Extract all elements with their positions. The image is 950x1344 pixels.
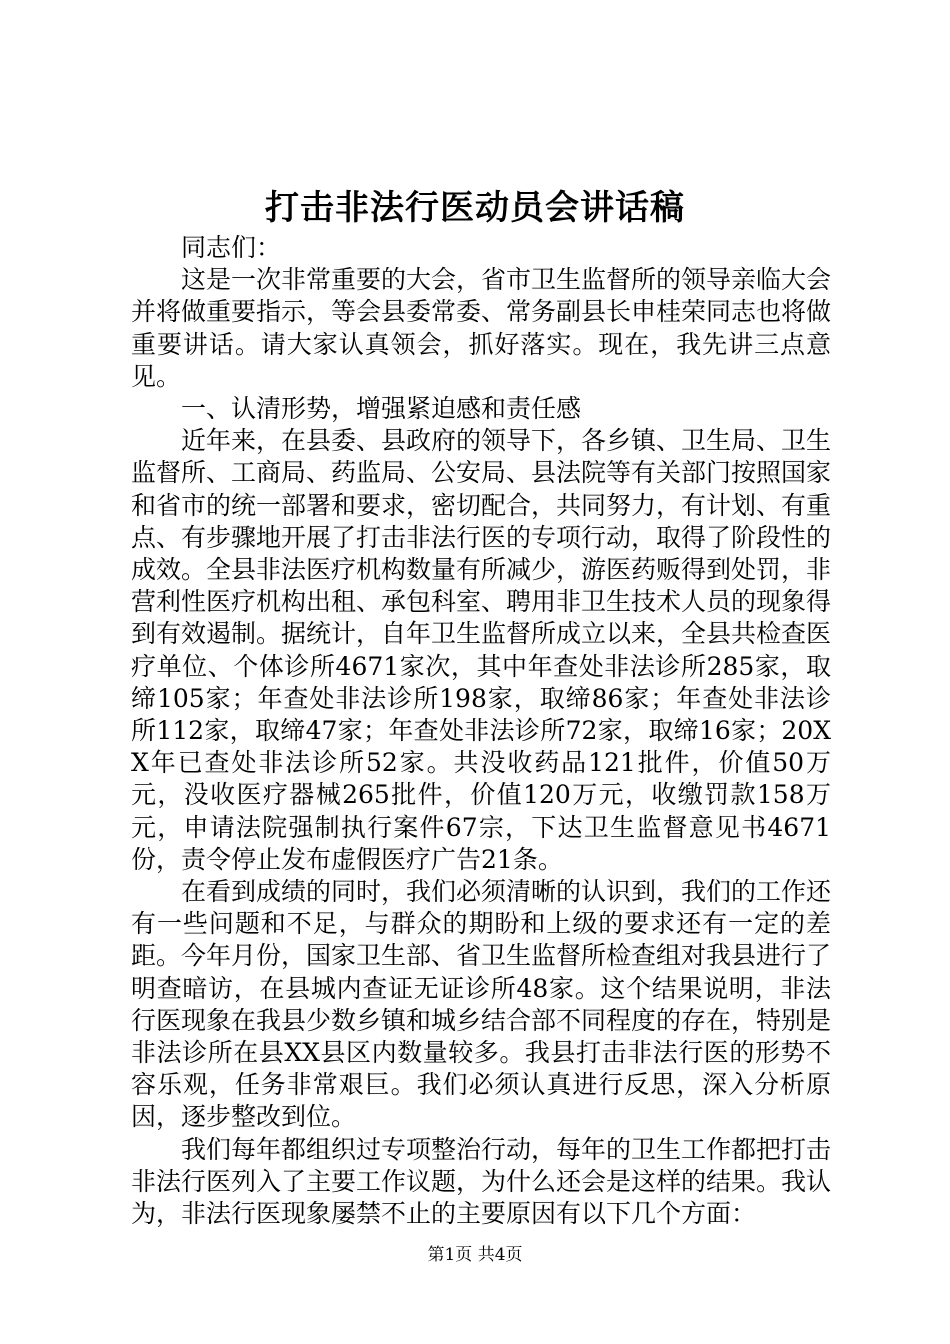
document-title: 打击非法行医动员会讲话稿 — [265, 188, 685, 228]
section-heading: 一、认清形势，增强紧迫感和责任感 — [181, 394, 582, 424]
document-body — [131, 232, 831, 1230]
reasons-paragraph: 我们每年都组织过专项整治行动，每年的卫生工作都把打击非法行医列入了主要工作议题，为什么还会是这样的结果。我认为，非法行医现象屡禁不止的主要原因有以下几个方面： — [131, 1134, 832, 1229]
problems-paragraph: 在看到成绩的同时，我们必须清晰的认识到，我们的工作还有一些问题和不足，与群众的期盼和上级的要求还有一定的差距。今年月份，国家卫生部、省卫生监督所检查组对我县进行了明查暗访，在县城内查证无证诊所48家。这个结果说明，非法行医现象在我县少数乡镇和城乡结合部不同程度的存在，特别是非法诊所在县XX县区内数量较多。我县打击非法行医的形势不容乐观，任务非常艰巨。我们必须认真进行反思，深入分析原因，逐步整改到位。 — [131, 877, 832, 1132]
page-footer: 第1页 共4页 — [427, 1245, 523, 1265]
salutation-paragraph: 同志们： — [181, 233, 282, 262]
intro-paragraph: 这是一次非常重要的大会，省市卫生监督所的领导亲临大会并将做重要指示，等会县委常委、常务副县长申桂荣同志也将做重要讲话。请大家认真领会，抓好落实。现在，我先讲三点意见。 — [131, 265, 832, 391]
achievements-paragraph: 近年来，在县委、县政府的领导下，各乡镇、卫生局、卫生监督所、工商局、药监局、公安局、县法院等有关部门按照国家和省市的统一部署和要求，密切配合，共同努力，有计划、有重点、有步骤地开展了打击非法行医的专项行动，取得了阶段性的成效。全县非法医疗机构数量有所减少，游医药贩得到处罚，非营利性医疗机构出租、承包科室、聘用非卫生技术人员的现象得到有效遏制。据统计，自年卫生监督所成立以来，全县共检查医疗单位、个体诊所4671家次，其中年查处非法诊所285家，取缔105家；年查处非法诊所198家，取缔86家；年查处非法诊所112家，取缔47家；年查处非法诊所72家，取缔16家；20XX年已查处非法诊所52家。共没收药品121批件，价值50万元，没收医疗器械265批件，价值120万元，收缴罚款158万元，申请法院强制执行案件67宗，下达卫生监督意见书4671份，责令停止发布虚假医疗广告21条。 — [131, 426, 832, 874]
